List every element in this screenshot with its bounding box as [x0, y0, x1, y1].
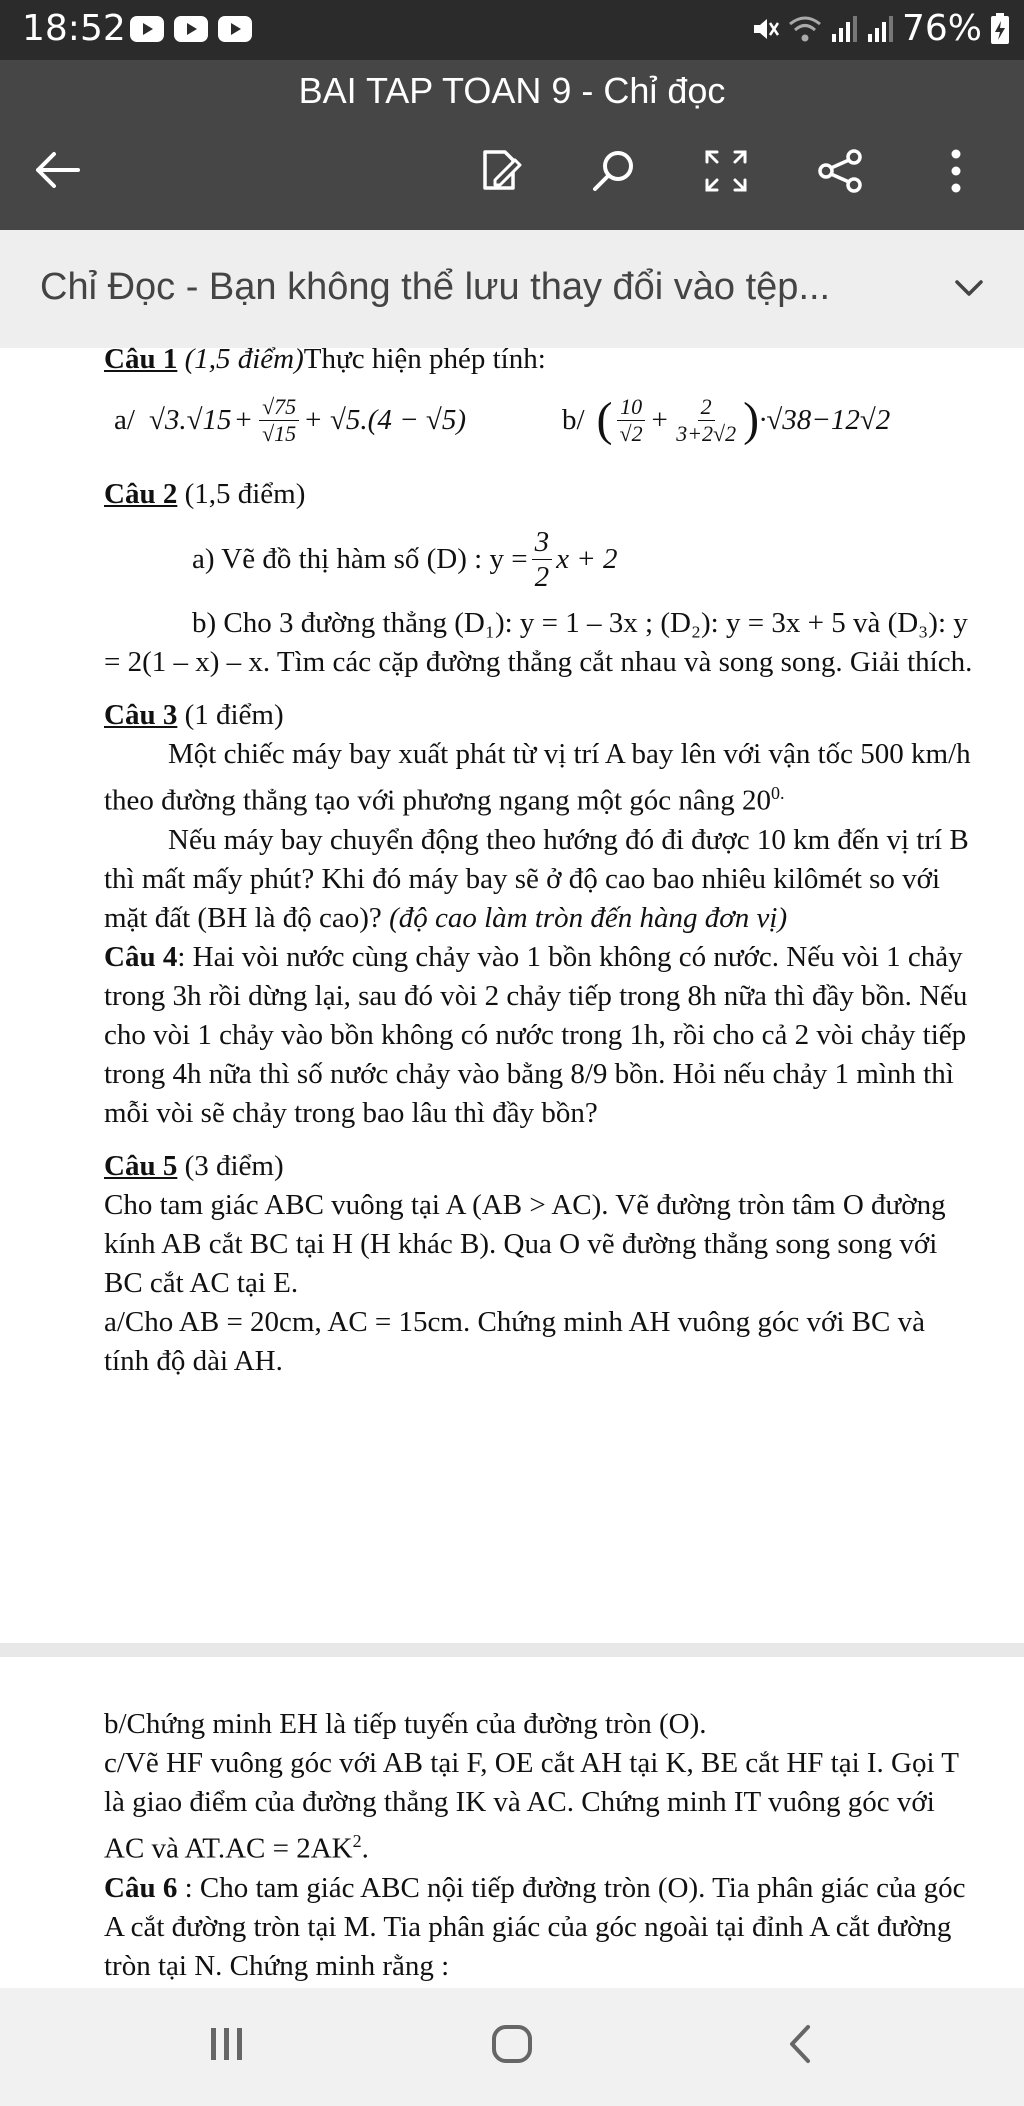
question-4-text: : Hai vòi nước cùng chảy vào 1 bồn không có nước. Nếu vòi 1 chảy trong 3h rồi dừng lại, sau đó vòi 2 chảy tiếp trong 8h nữa thì đầy bồn. Nếu cho vòi 1 chảy vào bồn không có nước trong 1h, rồi cho cả 2 vòi chảy tiếp trong 4h nữa thì số nước chảy vào bằng 8/9 bồn. Hỏi nếu chảy 1 mình thì mỗi vòi sẽ chảy trong bao lâu thì đầy bồn?	[104, 940, 968, 1129]
q2-a-tail: x + 2	[556, 542, 618, 575]
recent-apps-icon[interactable]	[205, 2022, 249, 2066]
question-3-title: Câu 3	[104, 699, 178, 731]
search-icon[interactable]	[590, 148, 636, 194]
q1-a-fraction	[259, 394, 299, 447]
question-6-text: : Cho tam giác ABC nội tiếp đường tròn (O). Tia phân giác của góc A cắt đường tròn tại M. Tia phân giác của góc ngoài tại đỉnh A cắt đường tròn tại N. Chứng minh rằng :	[104, 1871, 966, 1982]
q2-a-fraction-den: 2	[534, 560, 550, 593]
question-2-points: (1,5 điểm)	[184, 478, 306, 510]
app-title: BAI TAP TOAN 9 - Chỉ đọc	[298, 70, 726, 111]
back-arrow-icon[interactable]	[32, 148, 82, 192]
question-1-title: Câu 1	[104, 343, 178, 375]
page-separator	[0, 1643, 1024, 1657]
edit-icon[interactable]	[475, 146, 523, 194]
read-only-banner[interactable]	[0, 230, 1024, 348]
chevron-down-icon[interactable]	[954, 278, 984, 303]
youtube-icon	[130, 16, 164, 42]
q2-a-fraction-num: 3	[532, 525, 553, 560]
app-bar	[0, 60, 1024, 230]
signal-icon	[866, 14, 894, 44]
question-3-points: (1 điểm)	[184, 699, 284, 731]
notification-icons	[130, 16, 252, 42]
status-bar	[0, 0, 1024, 60]
battery-percent: 76%	[901, 8, 982, 49]
youtube-icon	[174, 16, 208, 42]
question-2-a	[104, 514, 974, 604]
status-time: 18:52	[22, 8, 126, 49]
q1-b-fraction-1-den: √2	[619, 420, 643, 446]
question-3-p1-sup: 0.	[771, 783, 785, 803]
question-5-b: b/Chứng minh EH là tiếp tuyến của đường tròn (O).	[104, 1708, 707, 1740]
question-5-a: a/Cho AB = 20cm, AC = 15cm. Chứng minh AH vuông góc với BC và tính độ dài AH.	[104, 1305, 925, 1377]
wifi-icon	[788, 14, 822, 44]
youtube-icon	[218, 16, 252, 42]
question-5-p1: Cho tam giác ABC vuông tại A (AB > AC). Vẽ đường tròn tâm O đường kính AB cắt BC tại H (H khác B). Qua O vẽ đường thẳng song song với BC cắt AC tại E.	[104, 1188, 946, 1299]
question-3-p2-text: Nếu máy bay chuyển động theo hướng đó đi được 10 km đến vị trí B thì mất mấy phút? Khi đó máy bay sẽ ở độ cao bao nhiêu kilômét so với mặt đất (BH là độ cao)?	[104, 823, 969, 934]
q1-a-label: a/	[114, 403, 135, 436]
question-5-c	[104, 1744, 974, 1869]
question-2-a-text: a) Vẽ đồ thị hàm số (D) : y =	[192, 542, 528, 575]
q1-b-tail: ·√38−12√2	[759, 403, 891, 436]
question-5-points: (3 điểm)	[184, 1149, 284, 1182]
document-page	[104, 340, 974, 1381]
question-2-title: Câu 2	[104, 478, 178, 510]
navigation-bar	[0, 1988, 1024, 2106]
question-6-title: Câu 6	[104, 1871, 178, 1904]
q1-b-fraction-1	[617, 394, 646, 447]
q1-a-fraction-num: √75	[259, 394, 299, 421]
question-3-p1-text: Một chiếc máy bay xuất phát từ vị trí A bay lên với vận tốc 500 km/h theo đường thẳng tạo với phương ngang một góc nâng 20	[104, 738, 971, 817]
share-icon[interactable]	[816, 148, 864, 194]
question-1-heading	[104, 340, 974, 379]
question-5-c-end: .	[361, 1832, 369, 1865]
q1-b-label: b/	[561, 403, 585, 436]
home-icon[interactable]	[490, 2022, 534, 2066]
q1-a-fraction-den: √15	[262, 420, 297, 446]
question-4	[104, 938, 974, 1133]
q1-b-fraction-2-num: 2	[698, 394, 715, 421]
q2-a-fraction	[532, 525, 553, 594]
back-icon[interactable]	[780, 2022, 824, 2066]
question-5-c-sup: 2	[352, 1831, 362, 1851]
question-1-points: (1,5 điểm)	[184, 343, 304, 375]
fullscreen-icon[interactable]	[703, 148, 749, 194]
question-6	[104, 1869, 974, 1986]
document-page-2	[104, 1705, 974, 1986]
question-3-p2-italic: (độ cao làm tròn đến hàng đơn vị)	[389, 901, 788, 934]
question-2-b: b) Cho 3 đường thẳng (D₁): y = 1 – 3x ; (D₂): y = 3x + 5 và (D₃): y = 2(1 – x) – x. Tìm các cặp đường thẳng cắt nhau và song song. Giải thích.	[104, 607, 973, 678]
question-4-title: Câu 4	[104, 940, 178, 973]
more-icon[interactable]	[946, 148, 966, 194]
question-1-expressions: a/ √3.√15 + $\frac{√75}{√15}$ + √5.(4 − √5) b/ ( $\frac{10}{√2}$ + $\frac{2}{3+2√2}$ ) ·√38−12√2	[114, 393, 891, 446]
question-1-text: Thực hiện phép tính:	[303, 343, 546, 375]
question-3-p1	[104, 735, 974, 821]
question-5-heading	[104, 1147, 974, 1186]
status-right	[750, 8, 1010, 49]
q1-a-part1: √3.√15	[148, 403, 232, 436]
mute-icon	[750, 14, 780, 44]
question-3-heading	[104, 696, 974, 735]
q1-b-fraction-1-num: 10	[617, 394, 645, 421]
signal-icon	[830, 14, 858, 44]
question-2-heading	[104, 475, 974, 514]
q1-b-fraction-2	[673, 394, 739, 447]
question-5-c-text: c/Vẽ HF vuông góc với AB tại F, OE cắt AH tại K, BE cắt HF tại I. Gọi T là giao điểm của đường thẳng IK và AC. Chứng minh IT vuông góc với AC và AT.AC = 2AK	[104, 1747, 959, 1865]
read-only-banner-text: Chỉ Đọc - Bạn không thể lưu thay đổi vào tệp...	[40, 266, 831, 308]
question-3-p2	[104, 821, 974, 938]
q1-a-part2: + √5.(4 − √5)	[303, 403, 466, 436]
battery-charging-icon	[990, 13, 1010, 45]
q1-b-fraction-2-den: 3+2√2	[676, 420, 737, 446]
question-5-title: Câu 5	[104, 1149, 178, 1182]
